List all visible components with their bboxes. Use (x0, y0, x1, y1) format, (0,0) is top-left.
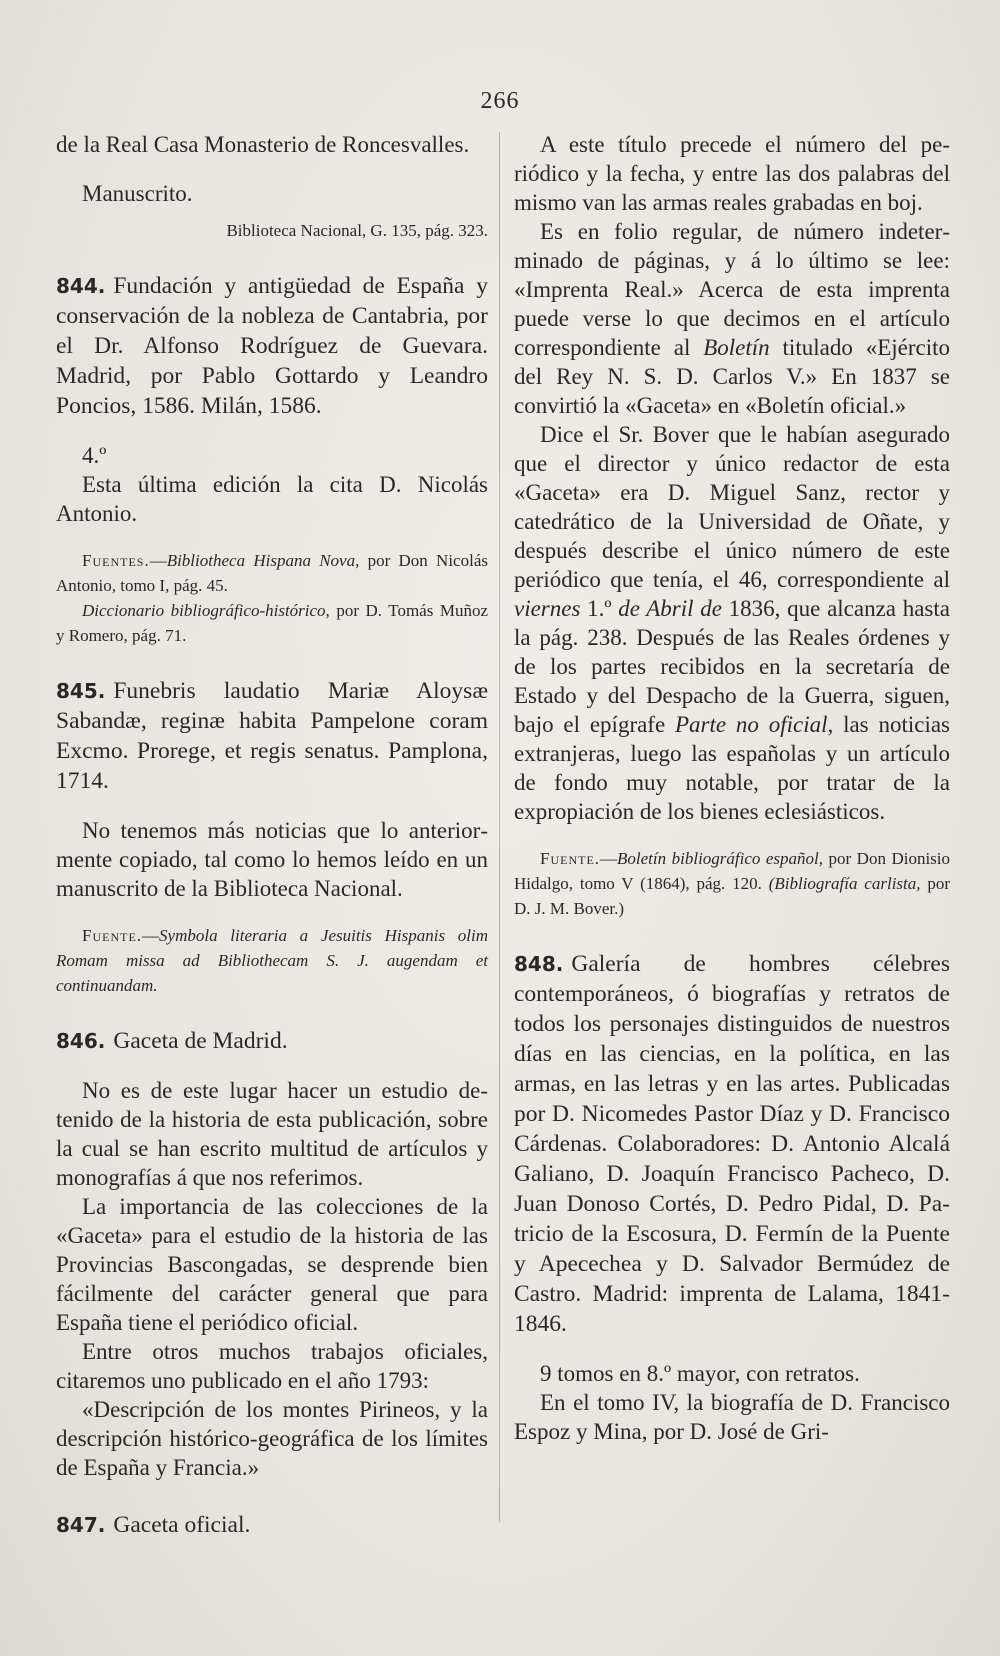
entry-title: Funebris laudatio Mariæ Aloysæ Sabandæ, reginæ habita Pampelone coram Excmo. Prorege, et regis senatus. Pamplona, 1714. (56, 678, 488, 794)
source-title: Bibliotheca Hispana Nova, (166, 551, 360, 570)
paragraph-text: 1.º (580, 596, 619, 621)
entry-title: Gaceta de Madrid. (113, 1028, 288, 1054)
sources-block: Fuentes.—Bibliotheca Hispana Nova, por Don Nicolás Antonio, tomo I, pág. 45. (56, 551, 488, 595)
source-title: Diccionario bibliográfico-histórico, (82, 601, 330, 620)
paragraph-text: las noticias extranjeras, luego las españolas y un artículo de fondo muy notable, por tratar de la expropiación de los bienes eclesiásticos. (514, 712, 950, 824)
entry-title: Fundación y antigüedad de España y conservación de la nobleza de Cantabria, por el Dr. Alfonso Rodríguez de Guevara. Madrid, por Pablo Gottardo y Leandro Poncios, 1586. Milán, 1586. (56, 273, 488, 419)
sources-block: Fuente.—Symbola literaria a Jesuitis Hispanis olim Romam missa ad Bibliothecam S. J. augendam et continuandam. (56, 926, 488, 995)
italic-text: viernes (514, 596, 581, 621)
source-detail: por Don Dionisio Hidalgo, tomo V (1864), pág. 120. (514, 849, 951, 893)
paragraph-text: Es en folio regular, de número indeterminado de páginas, y á lo último se lee: «Imprenta Real.» Acerca de esta imprenta puede verse lo que decimos en el artículo correspondiente al (514, 219, 950, 360)
entry-title: Gaceta oficial. (113, 1512, 251, 1538)
entry-845 (56, 676, 488, 796)
source-title: (Bibliografía carlista, (768, 874, 921, 893)
manuscript-label: Manuscrito. (82, 181, 193, 206)
entry-format: 4.º (82, 443, 107, 468)
entry-844 (56, 271, 488, 421)
left-column (56, 130, 488, 1540)
sources-block: Fuente.—Boletín bibliográfico español, por Don Dionisio Hidalgo, tomo V (1864), pág. 120. (Bibliografía carlista, por D. J. M. Bover.) (514, 849, 951, 918)
source-detail: por Don Nicolás Antonio, tomo I, pág. 45. (56, 551, 488, 595)
entry-paragraph: «Descripción de los montes Pirineos, y la descripción histórico-geográfica de los límites de España y Francia.» (56, 1397, 488, 1480)
source-detail: por D. J. M. Bover.) (514, 874, 951, 918)
entry-number: 844. (56, 274, 106, 298)
italic-title: Boletín (703, 335, 770, 360)
entry-paragraph (514, 217, 950, 420)
entry-note: No tenemos más noticias que lo anteriormente copiado, tal como lo hemos leído en un manuscrito de la Biblioteca Nacional. (56, 818, 488, 901)
source-title: Symbola literaria a Jesuitis Hispanis olim Romam missa ad Bibliothecam S. J. augendam et continuandam. (56, 926, 488, 995)
continued-entry-text: de la Real Casa Monasterio de Roncesvalles. (56, 132, 470, 157)
entry-number: 848. (514, 952, 564, 976)
entry-paragraph (514, 420, 950, 826)
entry-847 (56, 1510, 488, 1540)
paragraph-text: Dice el Sr. Bover que le habían asegurado que el director y único redactor de esta «Gaceta» era D. Miguel Sanz, rector y catedrático de la Universidad de Oñate, y después describe el único número de este periódico que tenía, el 46, correspondiente al (514, 422, 950, 592)
entry-846 (56, 1026, 488, 1056)
sources-label: Fuente. (540, 849, 601, 868)
entry-paragraph: La importancia de las colecciones de la «Gaceta» para el estudio de la historia de las Provincias Bascongadas, se desprende bien fácilmente del carácter general que para España tiene el periódico oficial. (56, 1194, 488, 1335)
sources-label: Fuentes. (82, 551, 150, 570)
source-title: Boletín bibliográfico español, (617, 849, 824, 868)
sources-label: Fuente. (82, 926, 143, 945)
paragraph-text: 1836, que alcanza hasta la pág. 238. Después de las Reales órdenes y de los partes recibidos en la secretaría de Estado y del Despacho de la Guerra, siguen, bajo el epígrafe (514, 596, 950, 737)
entry-title: Galería de hombres célebres contemporáneos, ó biografías y retratos de todos los personajes distinguidos de nuestros días en las ciencias, en la política, en las armas, en las letras y en las artes. Publicadas por D. Nicomedes Pastor Díaz y D. Francisco Cárdenas. Colaboradores: D. Antonio Alcalá Galiano, D. Joaquín Francisco Pacheco, D. Juan Donoso Cortés, D. Pedro Pidal, D. Patricio de la Escosura, D. Fermín de la Puente y Apecechea y D. Salvador Bermúdez de Castro. Madrid: imprenta de Lalama, 1841-1846. (514, 951, 950, 1337)
italic-text: de Abril de (618, 596, 722, 621)
entry-number: 846. (56, 1029, 106, 1053)
sources-block-2 (56, 598, 488, 648)
paragraph-text: titulado «Ejército del Rey N. S. D. Carlos V.» En 1837 se convirtió la «Gaceta» en «Boletín oficial.» (514, 335, 950, 418)
column-divider (499, 132, 500, 1522)
entry-number: 845. (56, 679, 106, 703)
right-column (514, 130, 950, 1446)
entry-number: 847. (56, 1513, 106, 1537)
source-detail: por D. Tomás Muñoz y Romero, pág. 71. (56, 601, 488, 645)
entry-paragraph: Entre otros muchos trabajos oficiales, citaremos uno publicado en el año 1793: (56, 1339, 488, 1393)
entry-note: Esta última edición la cita D. Nicolás Antonio. (56, 472, 488, 526)
entry-848 (514, 949, 950, 1339)
entry-note: En el tomo IV, la biografía de D. Francisco Espoz y Mina, por D. José de Gri- (514, 1390, 950, 1444)
entry-paragraph: No es de este lugar hacer un estudio detenido de la historia de esta publicación, sobre la cual se han escrito multitud de artículos y monografías á que nos referimos. (56, 1078, 488, 1190)
library-reference: Biblioteca Nacional, G. 135, pág. 323. (226, 221, 488, 240)
italic-text: Parte no oficial, (675, 712, 834, 737)
entry-paragraph: A este título precede el número del periódico y la fecha, y entre las dos palabras del mismo van las armas reales grabadas en boj. (514, 132, 950, 215)
page-number: 266 (480, 88, 520, 114)
entry-format: 9 tomos en 8.º mayor, con retratos. (540, 1361, 860, 1386)
